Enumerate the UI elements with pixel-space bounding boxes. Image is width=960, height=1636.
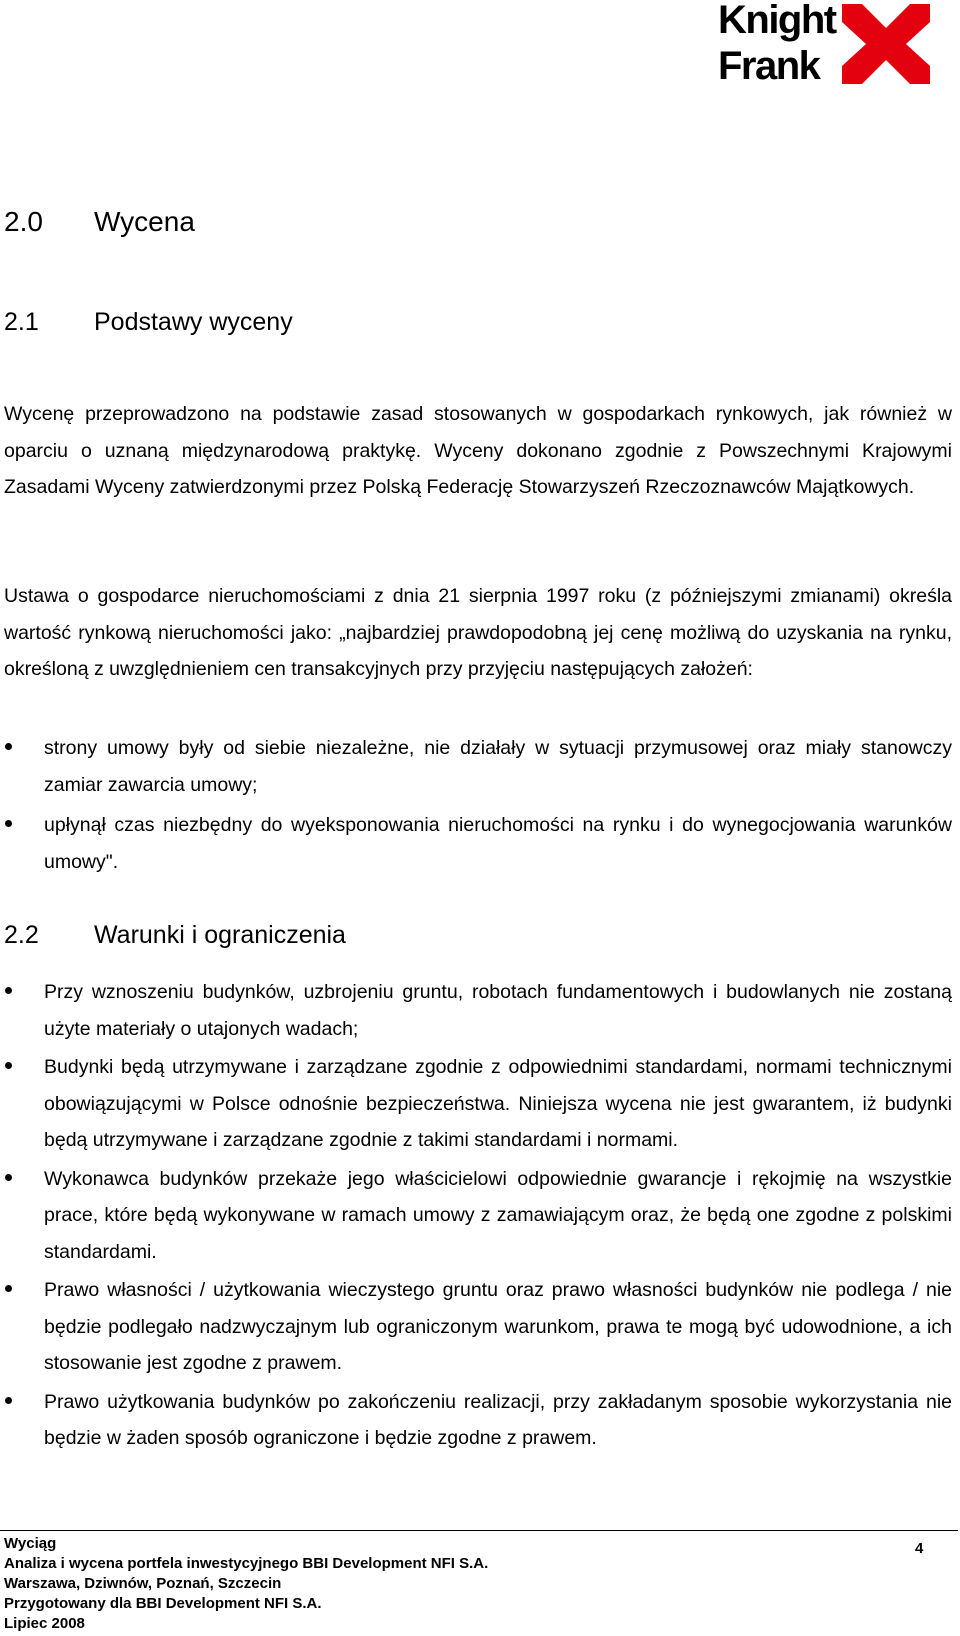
section-number: 2.1 — [4, 308, 39, 336]
list-item-text: Prawo użytkowania budynków po zakończeniu realizacji, przy zakładanym sposobie wykorzystania nie będzie w żaden sposób ograniczone i będzie zgodne z prawem. — [44, 1390, 952, 1449]
logo-mark-icon — [842, 4, 930, 84]
list-item-text: upłynął czas niezbędny do wyeksponowania nieruchomości na rynku i do wynegocjowania warunków umowy". — [44, 814, 952, 873]
list-item — [4, 1272, 952, 1382]
footer-locations: Warszawa, Dziwnów, Poznań, Szczecin — [4, 1575, 282, 1592]
section-number: 2.2 — [4, 921, 39, 949]
bullet-icon — [5, 1397, 12, 1404]
footer-report-title: Analiza i wycena portfela inwestycyjnego BBI Development NFI S.A. — [4, 1555, 489, 1572]
list-item — [4, 1384, 952, 1457]
footer-prepared-for: Przygotowany dla BBI Development NFI S.A. — [4, 1595, 322, 1612]
bullet-icon — [5, 1062, 12, 1069]
logo-text — [718, 0, 836, 89]
bullet-icon — [5, 987, 12, 994]
list-item-text: Wykonawca budynków przekaże jego właścicielowi odpowiednie gwarancje i rękojmię na wszystkie prace, które będą wykonywane w ramach umowy z zamawiającym oraz, że będą one zgodne z polskimi standardami. — [44, 1167, 952, 1263]
bullet-icon — [5, 743, 12, 750]
list-item-text: Budynki będą utrzymywane i zarządzane zgodnie z odpowiednimi standardami, normami technicznymi obowiązującymi w Polsce odnośnie bezpieczeństwa. Niniejsza wycena nie jest gwarantem, iż budynki będą utrzymywane i zarządzane zgodnie z takimi standardami i normami. — [44, 1056, 952, 1151]
section-title: Podstawy wyceny — [94, 308, 293, 336]
bullet-icon — [5, 1285, 12, 1292]
footer-date: Lipiec 2008 — [4, 1615, 85, 1632]
logo-text-line1: Knight — [718, 0, 836, 42]
bullet-icon — [5, 1174, 12, 1181]
paragraph-valuation-basis: Wycenę przeprowadzono na podstawie zasad stosowanych w gospodarkach rynkowych, jak również w oparciu o uznaną międzynarodową praktykę. Wyceny dokonano zgodnie z Powszechnymi Krajowymi Zasadami Wyceny zatwierdzonymi przez Polską Federację Stowarzyszeń Rzeczoznawców Majątkowych. — [4, 403, 952, 498]
section-heading-2-1 — [4, 305, 293, 339]
conditions-list — [4, 974, 952, 1459]
list-item — [4, 974, 952, 1047]
section-title: Warunki i ograniczenia — [94, 921, 346, 949]
section-heading-2-2 — [4, 918, 346, 952]
list-item-text: Przy wznoszeniu budynków, uzbrojeniu gruntu, robotach fundamentowych i budowlanych nie zostaną użyte materiały o utajonych wadach; — [44, 981, 952, 1040]
list-item-text: Prawo własności / użytkowania wieczystego gruntu oraz prawo własności budynków nie podlega / nie będzie podlegało nadzwyczajnym lub ograniczonym warunkom, prawa te mogą być udowodnione, a ich stosowanie jest zgodne z prawem. — [44, 1279, 952, 1374]
section-number: 2.0 — [4, 206, 43, 237]
page-footer — [4, 1534, 488, 1634]
footer-title: Wyciąg — [4, 1535, 57, 1552]
list-item — [4, 807, 952, 880]
list-item-text: strony umowy były od siebie niezależne, nie działały w sytuacji przymusowej oraz miały stanowczy zamiar zawarcia umowy; — [44, 737, 952, 796]
bullet-icon — [5, 820, 12, 827]
footer-divider — [0, 1530, 958, 1531]
list-item — [4, 1049, 952, 1159]
assumptions-list — [4, 730, 952, 884]
section-heading-2-0 — [4, 205, 195, 239]
logo-text-line2: Frank — [718, 44, 820, 88]
list-item — [4, 1161, 952, 1271]
paragraph-market-value-definition: Ustawa o gospodarce nieruchomościami z dnia 21 sierpnia 1997 roku (z późniejszymi zmianami) określa wartość rynkową nieruchomości jako: „najbardziej prawdopodobną jej cenę możliwą do uzyskania na rynku, określoną z uwzględnieniem cen transakcyjnych przy przyjęciu następujących założeń: — [4, 585, 952, 680]
page-number: 4 — [915, 1540, 924, 1557]
list-item — [4, 730, 952, 803]
section-title: Wycena — [94, 206, 195, 237]
knight-frank-logo — [718, 0, 933, 86]
